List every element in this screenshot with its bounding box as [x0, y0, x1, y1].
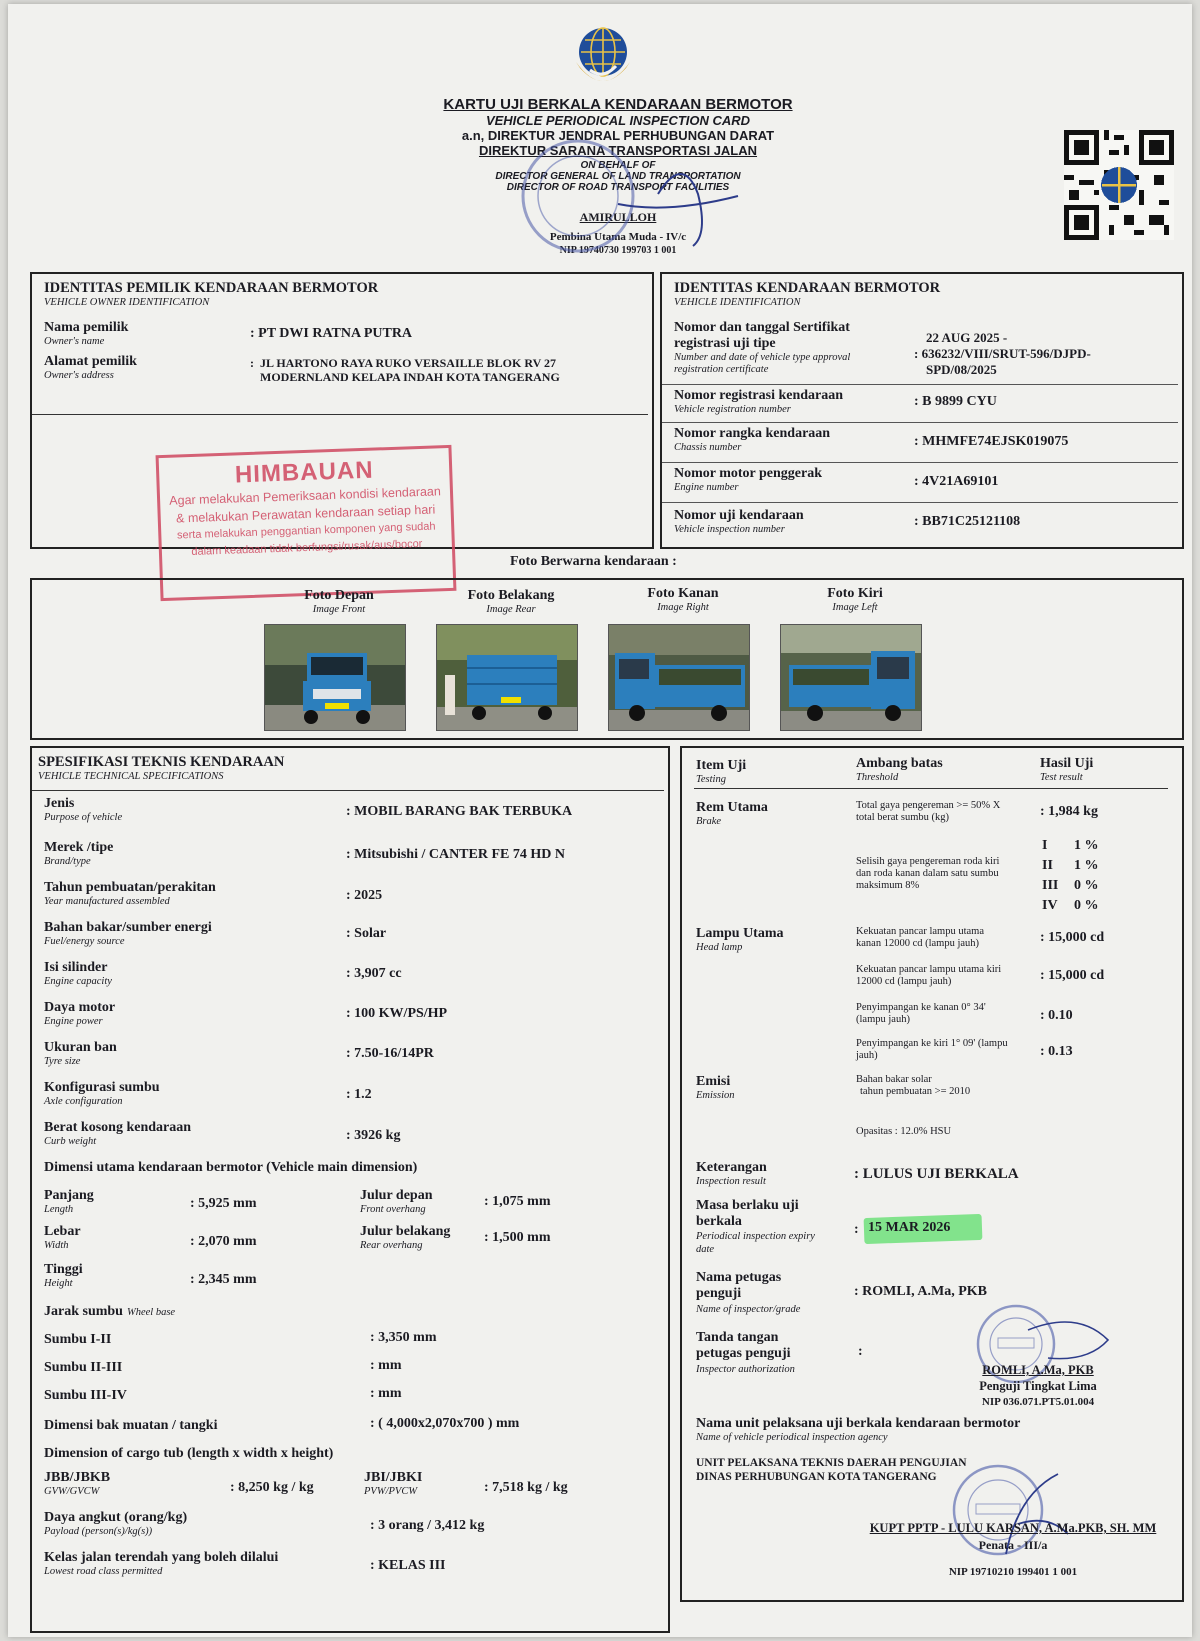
test-number-label-en: Vehicle inspection number — [674, 524, 785, 535]
road-class-value: : KELAS III — [370, 1558, 446, 1573]
himbauan-line-2: & melakukan Perawatan kendaraan setiap hari — [175, 502, 436, 526]
brake-diff-threshold-3: maksimum 8% — [856, 880, 920, 891]
spec-tyre-label-en: Tyre size — [44, 1056, 81, 1067]
specs-heading-en: VEHICLE TECHNICAL SPECIFICATIONS — [38, 771, 224, 782]
remark-label-block — [696, 1160, 767, 1187]
reg-value: : B 9899 CYU — [914, 394, 997, 409]
spec-year-value: : 2025 — [346, 888, 383, 903]
official-stamp-icon — [508, 134, 758, 254]
test-number-label-block — [674, 508, 804, 535]
test-number-value: : BB71C25121108 — [914, 514, 1021, 529]
vid-divider-2 — [662, 422, 1178, 423]
spec-row — [44, 840, 113, 867]
col-threshold-label-en: Threshold — [856, 772, 899, 783]
photo-right-caption — [612, 586, 754, 613]
col-item-header — [696, 758, 746, 785]
photo-right-label: Foto Kanan — [647, 586, 719, 601]
headlamp-label-en: Head lamp — [696, 942, 743, 953]
spec-engine-power-label-en: Engine power — [44, 1016, 103, 1027]
spec-engine-capacity-value: : 3,907 cc — [346, 966, 402, 981]
length-label-en: Length — [44, 1204, 74, 1215]
photo-rear-label-en: Image Rear — [486, 604, 536, 615]
spec-engine-power-value: : 100 KW/PS/HP — [346, 1006, 448, 1021]
spec-tyre-label: Ukuran ban — [44, 1040, 117, 1055]
himbauan-line-4: dalam keadaan tidak berfungsi/rusak/aus/bocor — [191, 537, 423, 559]
spec-brand-label: Merek /tipe — [44, 840, 114, 855]
col-result-header — [1040, 756, 1093, 783]
front-overhang-label: Julur depan — [360, 1188, 433, 1203]
axle-diff-val: 1 % — [1074, 838, 1099, 853]
road-class-label-en: Lowest road class permitted — [44, 1566, 163, 1577]
spec-fuel-label: Bahan bakar/sumber energi — [44, 920, 212, 935]
payload-label: Daya angkut (orang/kg) — [44, 1510, 188, 1525]
owner-address-label: Alamat pemilik — [44, 354, 137, 369]
director-general-en: DIRECTOR GENERAL OF LAND TRANSPORTATION — [495, 171, 741, 182]
emission-threshold-2: tahun pembuatan >= 2010 — [860, 1086, 971, 1097]
col-threshold-label: Ambang batas — [856, 756, 943, 771]
axle-diff-val: 0 % — [1074, 898, 1099, 913]
remark-label-en: Inspection result — [696, 1176, 766, 1187]
spec-row — [44, 1040, 117, 1067]
owner-name-label-en: Owner's name — [44, 336, 105, 347]
brake-diff-threshold-1: Selisih gaya pengereman roda kiri — [856, 856, 1000, 867]
headlamp-right-result: : 15,000 cd — [1040, 930, 1105, 945]
brake-threshold — [856, 800, 1000, 824]
headlamp-left-result: : 15,000 cd — [1040, 968, 1105, 983]
owner-address-line-2: MODERNLAND KELAPA INDAH KOTA TANGERANG — [260, 370, 560, 384]
photo-left-caption — [784, 586, 926, 613]
agency-head-rank: Penata - III/a — [978, 1538, 1048, 1552]
length-value: : 5,925 mm — [190, 1196, 257, 1211]
inspector-name: ROMLI, A.Ma, PKB — [982, 1363, 1094, 1377]
axle-2-3-label: Sumbu II-III — [44, 1360, 123, 1375]
inspection-card — [8, 4, 1192, 1637]
engine-label: Nomor motor penggerak — [674, 466, 823, 481]
spec-brand-value: : Mitsubishi / CANTER FE 74 HD N — [346, 847, 565, 862]
photo-left-label-en: Image Left — [832, 602, 878, 613]
deviation-right-threshold-1: Penyimpangan ke kanan 0° 34' — [856, 1002, 986, 1013]
inspector-signature-block — [938, 1362, 1138, 1410]
brake-threshold-1: Total gaya pengereman >= 50% X — [856, 800, 1001, 811]
spec-brand-label-en: Brand/type — [44, 856, 91, 867]
agency-value-1: UNIT PELAKSANA TEKNIS DAERAH PENGUJIAN — [696, 1457, 967, 1469]
road-class-label: Kelas jalan terendah yang boleh dilalui — [44, 1550, 279, 1565]
deviation-right-threshold — [856, 1002, 986, 1026]
spec-curb-weight-value: : 3926 kg — [346, 1128, 401, 1143]
spec-curb-weight-label-en: Curb weight — [44, 1136, 97, 1147]
chassis-value: : MHMFE74EJSK019075 — [914, 434, 1069, 449]
brake-label-block — [696, 800, 768, 827]
opacity-value: Opasitas : 12.0% HSU — [856, 1126, 952, 1137]
col-item-label: Item Uji — [696, 758, 747, 773]
axle-3-4-label: Sumbu III-IV — [44, 1388, 127, 1403]
cert-value-1: 22 AUG 2025 - — [926, 330, 1008, 345]
expiry-label-en-2: date — [696, 1244, 715, 1255]
sign-colon: : — [858, 1344, 863, 1359]
inspector-grade: Penguji Tingkat Lima — [979, 1379, 1097, 1393]
emission-label: Emisi — [696, 1074, 731, 1089]
emission-threshold — [856, 1074, 970, 1098]
agency-head-block — [858, 1520, 1168, 1581]
on-behalf-en: ON BEHALF OF — [580, 160, 656, 171]
spec-axle-config-label-en: Axle configuration — [44, 1096, 123, 1107]
signer-nip: NIP 19740730 199703 1 001 — [559, 245, 677, 256]
col-threshold-header — [856, 756, 943, 783]
spec-axle-config-value: : 1.2 — [346, 1087, 372, 1102]
owner-name-value: : PT DWI RATNA PUTRA — [250, 326, 413, 341]
headlamp-right-threshold-1: Kekuatan pancar lampu utama — [856, 926, 984, 937]
reg-label: Nomor registrasi kendaraan — [674, 388, 844, 403]
jbb-label-en: GVW/GVCW — [44, 1486, 100, 1497]
cert-value-2: : 636232/VIII/SRUT-596/DJPD- — [914, 346, 1091, 361]
photo-right-image — [608, 624, 750, 731]
rear-overhang-label: Julur belakang — [360, 1224, 451, 1239]
sign-label-block — [696, 1330, 795, 1378]
himbauan-line-3: serta melakukan penggantian komponen yang sudah — [176, 520, 436, 542]
specs-divider — [32, 790, 664, 791]
owner-divider — [32, 414, 648, 415]
width-value: : 2,070 mm — [190, 1234, 257, 1249]
vid-divider-4 — [662, 502, 1178, 503]
length-label-block — [44, 1188, 94, 1215]
headlamp-label-block — [696, 926, 784, 953]
headlamp-left-threshold-2: 12000 cd (lampu jauh) — [856, 976, 952, 987]
brake-threshold-2: total berat sumbu (kg) — [856, 812, 950, 823]
col-result-label: Hasil Uji — [1040, 756, 1094, 771]
axle-diff-val: 0 % — [1074, 878, 1099, 893]
photos-heading: Foto Berwarna kendaraan : — [510, 554, 677, 569]
emission-label-block — [696, 1074, 735, 1101]
signer-name: AMIRULLOH — [579, 210, 657, 224]
deviation-left-threshold — [856, 1038, 1008, 1062]
inspector-label-1: Nama petugas — [696, 1270, 782, 1285]
owner-address-line-1: JL HARTONO RAYA RUKO VERSAILLE BLOK RV 27 — [260, 356, 557, 370]
specs-heading — [38, 754, 284, 782]
vehicle-heading — [674, 280, 940, 308]
width-label-en: Width — [44, 1240, 69, 1251]
headlamp-left-threshold — [856, 964, 1001, 988]
width-label-block — [44, 1224, 81, 1251]
owner-heading-title: IDENTITAS PEMILIK KENDARAAN BERMOTOR — [44, 280, 379, 296]
deviation-right-threshold-2: (lampu jauh) — [856, 1014, 910, 1025]
reg-label-block — [674, 388, 843, 415]
emission-label-en: Emission — [696, 1090, 735, 1101]
axle-diff-row — [1042, 836, 1099, 856]
front-overhang-label-en: Front overhang — [360, 1204, 426, 1215]
height-label-block — [44, 1262, 83, 1289]
photo-rear-label: Foto Belakang — [467, 588, 555, 603]
deviation-left-threshold-2: jauh) — [856, 1050, 878, 1061]
width-label: Lebar — [44, 1224, 81, 1239]
owner-address-label-block — [44, 354, 137, 381]
emission-threshold-1: Bahan bakar solar — [856, 1074, 932, 1085]
inspector-label-2: penguji — [696, 1286, 742, 1301]
vehicle-heading-title: IDENTITAS KENDARAAN BERMOTOR — [674, 280, 941, 296]
owner-name-label-block — [44, 320, 128, 347]
spec-row — [44, 880, 216, 907]
photo-front-image — [264, 624, 406, 731]
spec-purpose-label-en: Purpose of vehicle — [44, 812, 123, 823]
axle-diff-row — [1042, 856, 1099, 876]
photo-front-caption — [268, 588, 410, 615]
expiry-colon: : — [854, 1222, 859, 1237]
owner-address-value — [260, 356, 560, 384]
inspector-nip: NIP 036.071.PT5.01.004 — [981, 1396, 1095, 1408]
headlamp-left-threshold-1: Kekuatan pancar lampu utama kiri — [856, 964, 1002, 975]
engine-label-block — [674, 466, 822, 493]
director-line: DIREKTUR SARANA TRANSPORTASI JALAN — [478, 143, 758, 158]
brake-label: Rem Utama — [696, 800, 768, 815]
cert-label-1: Nomor dan tanggal Sertifikat — [674, 320, 850, 335]
deviation-left-threshold-1: Penyimpangan ke kiri 1° 09' (lampu — [856, 1038, 1008, 1049]
signer-rank: Pembina Utama Muda - IV/c — [549, 231, 687, 243]
expiry-label-2: berkala — [696, 1214, 742, 1229]
sign-label-en: Inspector authorization — [696, 1364, 795, 1375]
road-class-label-block — [44, 1550, 278, 1577]
expiry-label-block — [696, 1198, 815, 1256]
reg-label-en: Vehicle registration number — [674, 404, 791, 415]
spec-engine-capacity-label: Isi silinder — [44, 960, 108, 975]
length-label: Panjang — [44, 1188, 94, 1203]
wheelbase-label: Jarak sumbu — [44, 1304, 123, 1319]
owner-address-colon: : — [250, 356, 254, 370]
brake-label-en: Brake — [696, 816, 722, 827]
spec-row — [44, 920, 212, 947]
spec-purpose-label: Jenis — [44, 796, 75, 811]
jbi-label: JBI/JBKI — [364, 1470, 423, 1485]
rear-overhang-label-en: Rear overhang — [360, 1240, 423, 1251]
wheelbase-label-en: Wheel base — [126, 1307, 176, 1318]
wheelbase-heading — [44, 1302, 175, 1320]
chassis-label-en: Chassis number — [674, 442, 742, 453]
spec-engine-capacity-label-en: Engine capacity — [44, 976, 112, 987]
payload-label-en: Payload (person(s)/kg(s)) — [44, 1526, 153, 1537]
cert-label-en-1: Number and date of vehicle type approval — [674, 352, 851, 363]
photo-left-label: Foto Kiri — [827, 586, 883, 601]
vehicle-heading-en: VEHICLE IDENTIFICATION — [674, 297, 801, 308]
owner-heading-en: VEHICLE OWNER IDENTIFICATION — [44, 297, 210, 308]
owner-heading — [44, 280, 378, 308]
vid-divider-3 — [662, 462, 1178, 463]
headlamp-right-threshold — [856, 926, 984, 950]
axle-2-3-value: : mm — [370, 1358, 402, 1373]
spec-axle-config-label: Konfigurasi sumbu — [44, 1080, 160, 1095]
axle-diff-list — [1042, 836, 1099, 916]
cargo-dimension-value: : ( 4,000x2,070x700 ) mm — [370, 1416, 520, 1431]
agency-head-name: KUPT PPTP - LULU KARSAN, A.Ma.PKB, SH. MM — [869, 1521, 1157, 1535]
spec-fuel-label-en: Fuel/energy source — [44, 936, 125, 947]
jbb-label: JBB/JBKB — [44, 1470, 111, 1485]
jbb-value: : 8,250 kg / kg — [230, 1480, 314, 1495]
agency-label-block — [696, 1416, 1020, 1443]
qr-code-icon — [1064, 130, 1174, 240]
cert-value-3: SPD/08/2025 — [926, 362, 997, 377]
test-header-divider — [694, 788, 1168, 789]
photo-front-label-en: Image Front — [312, 604, 366, 615]
main-dimension-heading: Dimensi utama kendaraan bermotor (Vehicle main dimension) — [44, 1160, 418, 1175]
cargo-dimension-label-en: Dimension of cargo tub (length x width x height) — [44, 1446, 334, 1461]
expiry-value: 15 MAR 2026 — [868, 1220, 951, 1235]
agency-value — [696, 1456, 967, 1484]
headlamp-label: Lampu Utama — [696, 926, 784, 941]
deviation-right-result: : 0.10 — [1040, 1008, 1073, 1023]
inspector-label-en: Name of inspector/grade — [696, 1304, 801, 1315]
himbauan-line-1: Agar melakukan Pemeriksaan kondisi kendaraan — [169, 484, 442, 508]
agency-value-2: DINAS PERHUBUNGAN KOTA TANGERANG — [696, 1471, 937, 1483]
photo-rear-image — [436, 624, 578, 731]
payload-value: : 3 orang / 3,412 kg — [370, 1518, 485, 1533]
inspector-value: : ROMLI, A.Ma, PKB — [854, 1284, 987, 1299]
card-subtitle: VEHICLE PERIODICAL INSPECTION CARD — [485, 113, 751, 128]
director-road-en: DIRECTOR OF ROAD TRANSPORT FACILITIES — [506, 182, 730, 193]
spec-year-label: Tahun pembuatan/perakitan — [44, 880, 216, 895]
spec-engine-power-label: Daya motor — [44, 1000, 116, 1015]
remark-label: Keterangan — [696, 1160, 767, 1175]
height-label: Tinggi — [44, 1262, 83, 1277]
axle-diff-row — [1042, 876, 1099, 896]
agency-label: Nama unit pelaksana uji berkala kendaraan bermotor — [696, 1416, 1021, 1431]
photos-box — [30, 578, 1184, 740]
cert-label-block — [674, 320, 850, 376]
axle-diff-num: I — [1042, 838, 1048, 853]
axle-diff-row — [1042, 896, 1099, 916]
axle-diff-val: 1 % — [1074, 858, 1099, 873]
on-behalf-line: a.n, DIREKTUR JENDRAL PERHUBUNGAN DARAT — [461, 128, 775, 143]
spec-curb-weight-label: Berat kosong kendaraan — [44, 1120, 192, 1135]
card-title: KARTU UJI BERKALA KENDARAAN BERMOTOR — [443, 96, 793, 113]
photo-left-image — [780, 624, 922, 731]
cert-label-2: registrasi uji tipe — [674, 336, 776, 351]
agency-label-en: Name of vehicle periodical inspection agency — [696, 1432, 888, 1443]
axle-1-2-value: : 3,350 mm — [370, 1330, 437, 1345]
agency-head-nip: NIP 19710210 199401 1 001 — [948, 1566, 1078, 1578]
rear-overhang-value: : 1,500 mm — [484, 1230, 551, 1245]
engine-value: : 4V21A69101 — [914, 474, 999, 489]
photo-rear-caption — [440, 588, 582, 615]
owner-address-label-en: Owner's address — [44, 370, 114, 381]
vid-divider-1 — [662, 384, 1178, 385]
specs-heading-title: SPESIFIKASI TEKNIS KENDARAAN — [38, 754, 285, 770]
cargo-dimension-label: Dimensi bak muatan / tangki — [44, 1418, 218, 1433]
photo-right-label-en: Image Right — [657, 602, 709, 613]
expiry-label-en-1: Periodical inspection expiry — [696, 1231, 815, 1242]
jbi-label-block — [364, 1470, 422, 1497]
brake-diff-threshold-2: dan roda kanan dalam satu sumbu — [856, 868, 999, 879]
spec-row — [44, 1080, 160, 1107]
height-value: : 2,345 mm — [190, 1272, 257, 1287]
spec-row — [44, 796, 122, 823]
spec-row — [44, 1120, 191, 1147]
axle-diff-num: IV — [1042, 898, 1058, 913]
engine-label-en: Engine number — [674, 482, 739, 493]
front-overhang-value: : 1,075 mm — [484, 1194, 551, 1209]
brake-diff-threshold — [856, 856, 999, 892]
ministry-emblem-icon — [568, 22, 638, 90]
axle-diff-num: II — [1042, 858, 1053, 873]
headlamp-right-threshold-2: kanan 12000 cd (lampu jauh) — [856, 938, 980, 949]
photo-front-label: Foto Depan — [304, 588, 374, 603]
inspector-label-block — [696, 1270, 800, 1318]
remark-value: : LULUS UJI BERKALA — [854, 1166, 1019, 1182]
jbi-label-en: PVW/PVCW — [364, 1486, 418, 1497]
cert-label-en-2: registration certificate — [674, 364, 769, 375]
axle-3-4-value: : mm — [370, 1386, 402, 1401]
himbauan-title: HIMBAUAN — [234, 456, 374, 489]
jbb-label-block — [44, 1470, 110, 1497]
height-label-en: Height — [44, 1278, 73, 1289]
deviation-left-result: : 0.13 — [1040, 1044, 1073, 1059]
axle-diff-num: III — [1042, 878, 1059, 893]
brake-result: : 1,984 kg — [1040, 804, 1098, 819]
owner-name-label: Nama pemilik — [44, 320, 129, 335]
sign-label-2: petugas penguji — [696, 1346, 791, 1361]
test-number-label: Nomor uji kendaraan — [674, 508, 804, 523]
rear-overhang-label-block — [360, 1224, 450, 1251]
spec-tyre-value: : 7.50-16/14PR — [346, 1046, 434, 1061]
payload-label-block — [44, 1510, 187, 1537]
spec-purpose-value: : MOBIL BARANG BAK TERBUKA — [346, 804, 573, 819]
spec-row — [44, 1000, 115, 1027]
axle-1-2-label: Sumbu I-II — [44, 1332, 112, 1347]
col-result-label-en: Test result — [1040, 772, 1083, 783]
cert-value — [914, 330, 1091, 378]
col-item-label-en: Testing — [696, 774, 726, 785]
sign-label-1: Tanda tangan — [696, 1330, 779, 1345]
spec-fuel-value: : Solar — [346, 926, 387, 941]
jbi-value: : 7,518 kg / kg — [484, 1480, 568, 1495]
chassis-label: Nomor rangka kendaraan — [674, 426, 831, 441]
front-overhang-label-block — [360, 1188, 433, 1215]
spec-year-label-en: Year manufactured assembled — [44, 896, 170, 907]
expiry-label-1: Masa berlaku uji — [696, 1198, 799, 1213]
spec-row — [44, 960, 112, 987]
chassis-label-block — [674, 426, 830, 453]
